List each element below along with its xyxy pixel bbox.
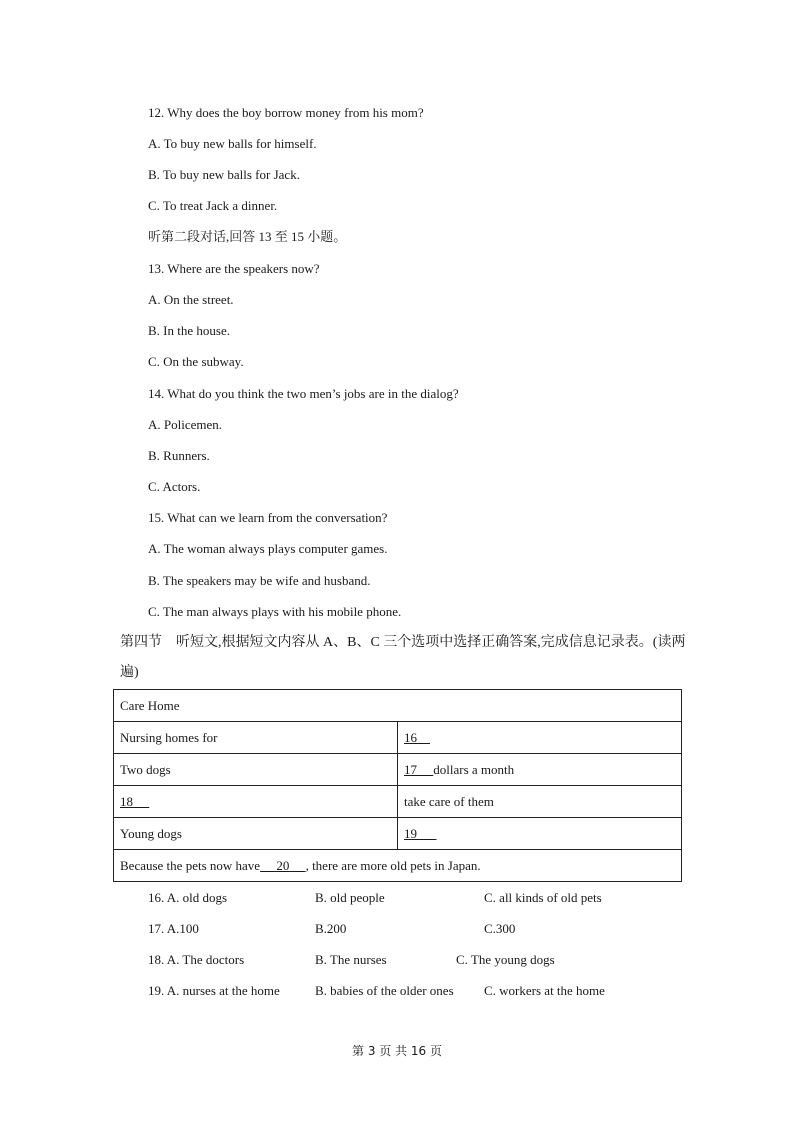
q15-option-a: A. The woman always plays computer games.: [148, 541, 388, 556]
table-cell: take care of them: [398, 786, 682, 818]
q18-option-c: C. The young dogs: [456, 952, 555, 967]
q17-option-c: C.300: [484, 921, 516, 936]
q12-stem: 12. Why does the boy borrow money from his mom?: [148, 105, 424, 120]
q12-option-c: C. To treat Jack a dinner.: [148, 198, 278, 213]
table-cell: [398, 754, 682, 786]
table-footer-cell: Because the pets now have 20 , there are more old pets in Japan.: [114, 850, 682, 882]
page-footer: 第 3 页 共 16 页: [352, 1044, 442, 1058]
q17-option-b: B.200: [315, 921, 347, 936]
q14-stem: 14. What do you think the two men’s jobs are in the dialog?: [148, 386, 459, 401]
q19-option-a: 19. A. nurses at the home: [148, 983, 280, 998]
table-row: [114, 786, 682, 818]
table-cell: [398, 818, 682, 850]
table-cell: Young dogs: [114, 818, 398, 850]
table-cell-text: dollars a month: [433, 761, 515, 777]
section4-instruction: 第四节 听短文,根据短文内容从 A、B、C 三个选项中选择正确答案,完成信息记录表。(读两遍): [120, 635, 686, 680]
table-cell: Nursing homes for: [114, 722, 398, 754]
q16-option-a: 16. A. old dogs: [148, 890, 228, 905]
table-row: [114, 754, 682, 786]
q14-option-a: A. Policemen.: [148, 417, 223, 432]
q12-option-a: A. To buy new balls for himself.: [148, 136, 317, 151]
q18-option-a: 18. A. The doctors: [148, 952, 245, 967]
q15-option-b: B. The speakers may be wife and husband.: [148, 573, 371, 588]
blank-17: 17: [404, 761, 417, 777]
q15-option-c: C. The man always plays with his mobile phone.: [148, 604, 402, 619]
q14-option-b: B. Runners.: [148, 448, 210, 463]
q18-option-b: B. The nurses: [315, 952, 387, 967]
q13-option-c: C. On the subway.: [148, 354, 244, 369]
table-row: [114, 722, 682, 754]
q13-stem: 13. Where are the speakers now?: [148, 261, 320, 276]
table-row: [114, 818, 682, 850]
q13-option-b: B. In the house.: [148, 323, 230, 338]
blank-20: 20: [276, 857, 290, 873]
q12-option-b: B. To buy new balls for Jack.: [148, 167, 300, 182]
table-cell: [114, 786, 398, 818]
blank-16: 16: [404, 729, 417, 745]
q17-option-a: 17. A.100: [148, 921, 199, 936]
table-cell: Two dogs: [114, 754, 398, 786]
q16-option-b: B. old people: [315, 890, 385, 905]
q19-option-c: C. workers at the home: [484, 983, 605, 998]
table-footer-row: [114, 850, 682, 882]
dialog2-instruction: 听第二段对话,回答 13 至 15 小题。: [148, 229, 347, 244]
table-cell: [398, 722, 682, 754]
q16-option-c: C. all kinds of old pets: [484, 890, 602, 905]
q13-option-a: A. On the street.: [148, 292, 234, 307]
table-title: Care Home: [114, 690, 682, 722]
blank-18: 18: [120, 793, 133, 809]
blank-19: 19: [404, 825, 417, 841]
q15-stem: 15. What can we learn from the conversation?: [148, 510, 388, 525]
table-title-row: [114, 690, 682, 722]
q19-option-b: B. babies of the older ones: [315, 983, 454, 998]
q14-option-c: C. Actors.: [148, 479, 201, 494]
info-record-table: [113, 689, 682, 882]
